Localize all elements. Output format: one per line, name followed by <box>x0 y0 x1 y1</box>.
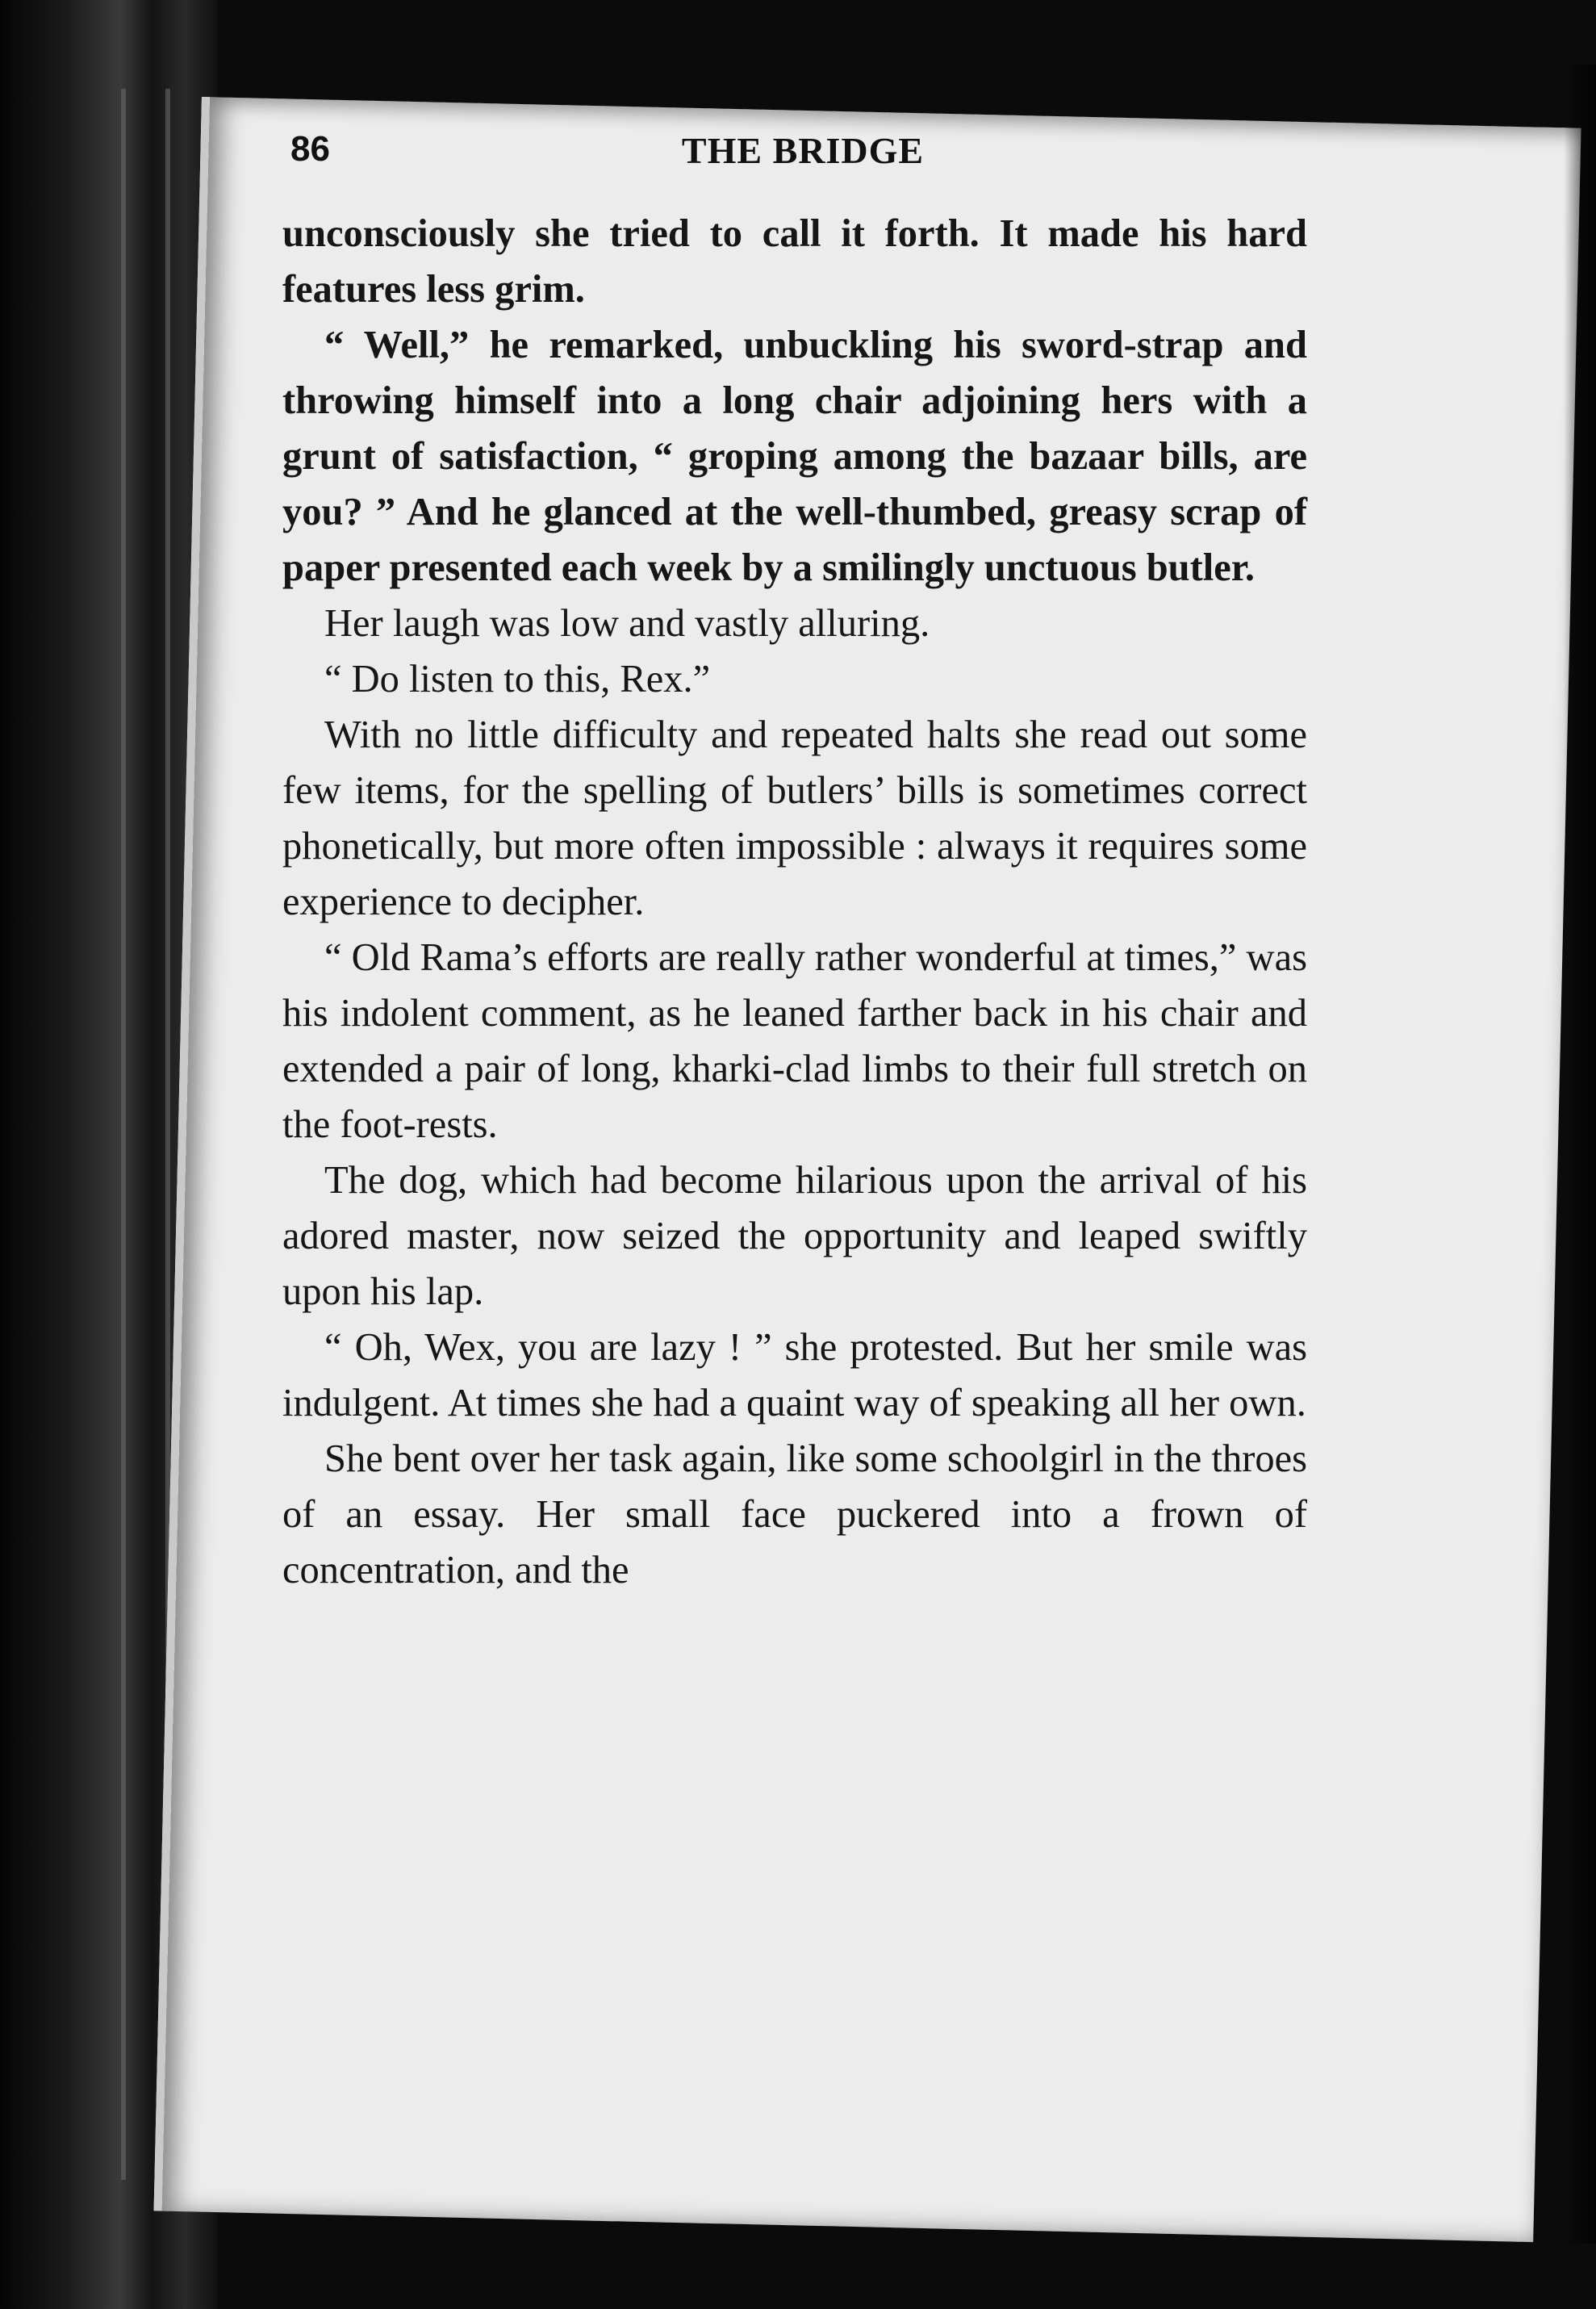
body-text <box>282 206 1307 1598</box>
paragraph: Her laugh was low and vastly alluring. <box>324 602 930 645</box>
page-number: 86 <box>290 129 330 169</box>
running-title: THE BRIDGE <box>681 130 925 171</box>
page-edge-shadow <box>1564 65 1596 2244</box>
paragraph: “ Well,” he remarked, unbuckling his sword-strap and throwing himself into a long chair adjoining hers with a grunt of satisfaction, “ groping among the bazaar bills, are you? ” And he glanced at the well-thumbed, greasy scrap of paper presented each week by a smilingly unctuous butler. <box>282 324 1307 589</box>
paragraph: “ Do listen to this, Rex.” <box>324 658 711 701</box>
paragraph: unconsciously she tried to call it forth. It made his hard features less grim. <box>282 212 1307 311</box>
page-header <box>290 129 1315 202</box>
paragraph: “ Old Rama’s efforts are really rather wonderful at times,” was his indolent comment, as he leaned farther back in his chair and extended a pair of long, kharki-clad limbs to their full stretch on the foot-rests. <box>282 936 1307 1146</box>
paragraph: “ Oh, Wex, you are lazy ! ” she protested. But her smile was indulgent. At times she had a quaint way of speaking all her own. <box>282 1326 1307 1424</box>
binding-edge <box>121 89 126 2180</box>
paragraph: With no little difficulty and repeated halts she read out some few items, for the spelling of butlers’ bills is sometimes correct phonetically, but more often impossible : always it requires some experience to decipher. <box>282 713 1307 923</box>
paragraph: The dog, which had become hilarious upon the arrival of his adored master, now seized the opportunity and leaped swiftly upon his lap. <box>282 1159 1307 1313</box>
paragraph: She bent over her task again, like some schoolgirl in the throes of an essay. Her small face puckered into a frown of concentration, and the <box>282 1437 1307 1592</box>
